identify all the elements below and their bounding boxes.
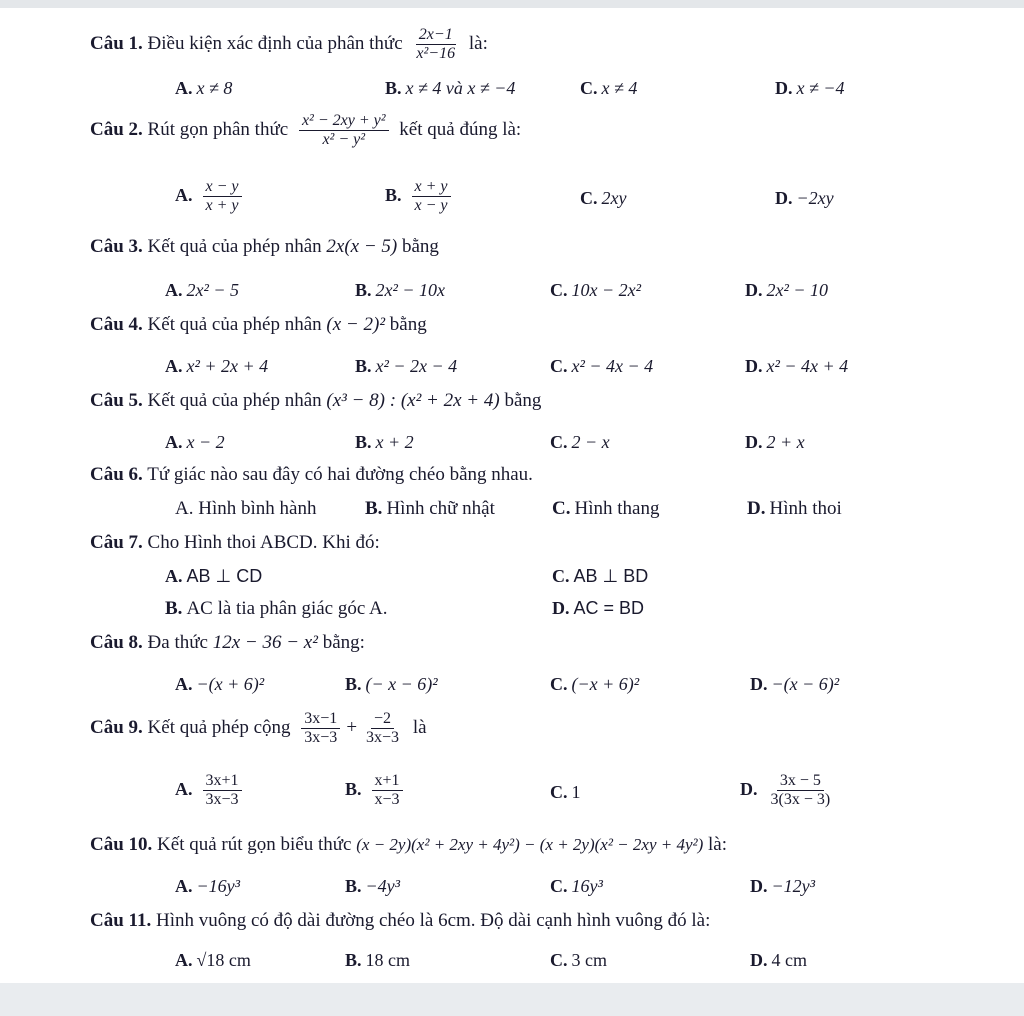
question-label: Câu 11. (90, 910, 152, 931)
question-text: Cho Hình thoi ABCD. Khi đó: (147, 532, 380, 553)
expression: 2x(x − 5) (326, 236, 398, 257)
option-label: A. (175, 778, 193, 799)
option-b[interactable] (365, 498, 495, 520)
option-text: (−x + 6)² (571, 674, 640, 694)
option-label: B. (365, 498, 383, 519)
option-text: √18 cm (196, 950, 251, 970)
option-label: D. (750, 876, 768, 896)
option-text: −(x + 6)² (196, 674, 265, 694)
fraction (413, 26, 458, 63)
question-label: Câu 1. (90, 32, 143, 54)
option-b[interactable] (385, 178, 457, 215)
question-3 (90, 236, 439, 258)
option-label: D. (775, 78, 793, 98)
question-text: Đa thức (147, 632, 208, 653)
option-text: x + 2 (375, 432, 414, 452)
option-text: −(x − 6)² (771, 674, 840, 694)
option-b[interactable] (165, 598, 387, 620)
option-d[interactable] (740, 772, 839, 809)
option-text: x ≠ 8 (196, 78, 233, 98)
option-d[interactable] (747, 498, 842, 520)
option-d[interactable] (750, 950, 807, 971)
option-text: x ≠ −4 (796, 78, 845, 98)
option-text: x ≠ 4 (601, 78, 638, 98)
option-label: C. (550, 432, 568, 452)
numerator: x − y (203, 178, 242, 197)
option-label: C. (550, 950, 568, 970)
option-a[interactable] (175, 876, 240, 897)
option-b[interactable] (345, 876, 400, 897)
option-text: Hình bình hành (198, 498, 317, 519)
option-text: 2x² − 10 (766, 280, 829, 300)
option-label: D. (750, 674, 768, 694)
question-text: Kết quả rút gọn biểu thức (157, 834, 352, 855)
option-b[interactable] (345, 772, 409, 809)
option-label: A. (165, 280, 183, 300)
option-a[interactable] (175, 78, 232, 99)
option-label: D. (740, 778, 758, 799)
question-11 (90, 910, 710, 932)
option-d[interactable] (552, 598, 644, 619)
numerator: −2 (371, 710, 394, 729)
option-text: x² − 4x − 4 (571, 356, 654, 376)
option-text: −4y³ (365, 876, 401, 896)
option-label: C. (580, 78, 598, 98)
question-9 (90, 710, 427, 747)
question-1 (90, 26, 488, 63)
question-label: Câu 3. (90, 236, 143, 257)
option-a[interactable] (165, 566, 262, 587)
question-text: Kết quả của phép nhân (147, 390, 322, 411)
question-7 (90, 532, 380, 554)
option-label: A. (165, 566, 183, 586)
question-text: Rút gọn phân thức (147, 118, 289, 140)
numerator: 3x+1 (203, 772, 242, 791)
question-tail: bằng (504, 390, 542, 411)
option-text: AC = BD (573, 598, 645, 618)
question-4 (90, 314, 427, 336)
question-2 (90, 112, 521, 149)
option-label: C. (550, 876, 568, 896)
expression: (x³ − 8) : (x² + 2x + 4) (326, 390, 500, 411)
option-a[interactable] (165, 280, 239, 301)
option-text: x² − 2x − 4 (375, 356, 458, 376)
fraction (299, 112, 389, 149)
option-text: x² − 4x + 4 (766, 356, 849, 376)
question-text: Kết quả của phép nhân (147, 236, 322, 257)
question-label: Câu 9. (90, 716, 143, 738)
option-label: D. (745, 280, 763, 300)
numerator: 3x − 5 (777, 772, 824, 791)
numerator: x + y (412, 178, 451, 197)
option-text: x ≠ 4 và x ≠ −4 (405, 78, 516, 98)
question-text: Điều kiện xác định của phân thức (147, 32, 403, 54)
fraction (372, 772, 403, 809)
option-c[interactable] (550, 782, 581, 803)
option-text: 2 + x (766, 432, 805, 452)
option-text: 16y³ (571, 876, 603, 896)
option-text: Hình thang (574, 498, 660, 519)
option-b[interactable] (345, 674, 438, 695)
option-b[interactable] (355, 280, 445, 301)
option-b[interactable] (355, 356, 457, 377)
option-a[interactable] (175, 772, 248, 809)
option-label: A. (175, 498, 194, 519)
question-label: Câu 5. (90, 390, 143, 411)
option-label: B. (385, 184, 402, 205)
fraction (203, 178, 242, 215)
option-b[interactable] (385, 78, 515, 99)
fraction (301, 710, 340, 747)
option-text: 3 cm (571, 950, 607, 970)
option-label: B. (165, 598, 183, 619)
option-a[interactable] (165, 432, 225, 453)
option-c[interactable] (550, 674, 639, 695)
option-label: A. (165, 432, 183, 452)
top-bar (0, 0, 1024, 8)
expression: (x − 2)² (326, 314, 386, 335)
option-label: B. (345, 950, 362, 970)
option-c[interactable] (550, 280, 641, 301)
option-c[interactable] (580, 78, 637, 99)
option-label: C. (550, 356, 568, 376)
option-text: Hình thoi (769, 498, 842, 519)
denominator: x² − y² (322, 131, 366, 148)
option-text: Hình chữ nhật (386, 498, 495, 519)
option-label: D. (750, 950, 768, 970)
option-text: 2xy (601, 188, 627, 208)
option-label: D. (745, 356, 763, 376)
option-label: A. (165, 356, 183, 376)
option-label: A. (175, 876, 193, 896)
option-label: B. (345, 674, 362, 694)
option-d[interactable] (750, 674, 839, 695)
option-text: x² + 2x + 4 (186, 356, 269, 376)
option-c[interactable] (550, 356, 653, 377)
question-label: Câu 10. (90, 834, 153, 855)
denominator: x²−16 (416, 45, 456, 62)
option-label: A. (175, 674, 193, 694)
option-label: C. (580, 188, 598, 208)
expression: 12x − 36 − x² (212, 632, 318, 653)
option-label: C. (550, 782, 568, 802)
numerator: x² − 2xy + y² (299, 112, 389, 131)
question-text: Tứ giác nào sau đây có hai đường chéo bằng nhau. (147, 464, 533, 485)
option-label: D. (745, 432, 763, 452)
option-text: (− x − 6)² (365, 674, 438, 694)
question-8 (90, 632, 365, 654)
option-label: A. (175, 78, 193, 98)
option-label: C. (552, 498, 571, 519)
question-5 (90, 390, 541, 412)
option-d[interactable] (775, 188, 834, 209)
question-tail: là: (708, 834, 728, 855)
option-d[interactable] (775, 78, 845, 99)
option-c[interactable] (550, 432, 610, 453)
option-text: −12y³ (771, 876, 816, 896)
question-text: Kết quả phép cộng (147, 716, 291, 738)
option-d[interactable] (750, 876, 815, 897)
question-tail: bằng (389, 314, 427, 335)
question-10 (90, 834, 727, 856)
expression: (x − 2y)(x² + 2xy + 4y²) − (x + 2y)(x² − 2xy + 4y²) (356, 835, 704, 854)
option-a[interactable] (165, 356, 268, 377)
denominator: x + y (205, 197, 239, 214)
option-text: 2x² − 10x (375, 280, 446, 300)
question-label: Câu 7. (90, 532, 143, 553)
option-label: D. (552, 598, 570, 618)
question-text: Hình vuông có độ dài đường chéo là 6cm. Độ dài cạnh hình vuông đó là: (156, 910, 711, 931)
option-text: 4 cm (771, 950, 807, 970)
option-d[interactable] (745, 432, 805, 453)
fraction (412, 178, 451, 215)
option-label: B. (355, 280, 372, 300)
option-label: B. (355, 432, 372, 452)
option-c[interactable] (550, 876, 603, 897)
option-text: x − 2 (186, 432, 225, 452)
denominator: x−3 (374, 791, 400, 808)
option-d[interactable] (745, 356, 848, 377)
option-c[interactable] (552, 566, 648, 587)
denominator: x − y (414, 197, 448, 214)
question-label: Câu 2. (90, 118, 143, 140)
option-a[interactable] (175, 498, 316, 520)
option-label: C. (550, 280, 568, 300)
fraction (768, 772, 834, 809)
option-text: −16y³ (196, 876, 241, 896)
option-c[interactable] (552, 498, 659, 520)
numerator: 2x−1 (416, 26, 456, 45)
question-label: Câu 6. (90, 464, 143, 485)
option-text: AB ⊥ CD (186, 566, 263, 586)
question-6 (90, 464, 533, 486)
denominator: 3x−3 (205, 791, 239, 808)
option-b[interactable] (345, 950, 410, 971)
option-c[interactable] (550, 950, 607, 971)
option-text: 2 − x (571, 432, 610, 452)
option-text: 2x² − 5 (186, 280, 240, 300)
option-text: AB ⊥ BD (573, 566, 649, 586)
option-label: B. (355, 356, 372, 376)
numerator: 3x−1 (301, 710, 340, 729)
option-label: C. (550, 674, 568, 694)
option-a[interactable] (175, 674, 264, 695)
option-text: 10x − 2x² (571, 280, 642, 300)
question-text: Kết quả của phép nhân (147, 314, 322, 335)
fraction (203, 772, 242, 809)
question-label: Câu 8. (90, 632, 143, 653)
option-text: AC là tia phân giác góc A. (186, 598, 388, 619)
question-tail: bằng (402, 236, 439, 257)
plus-sign: + (346, 716, 358, 738)
question-tail: kết quả đúng là: (399, 118, 522, 140)
option-a[interactable] (175, 950, 251, 971)
option-label: B. (385, 78, 402, 98)
option-d[interactable] (745, 280, 828, 301)
option-text: 1 (571, 782, 581, 802)
option-label: D. (747, 498, 766, 519)
question-tail: bằng: (322, 632, 365, 653)
document-page (0, 8, 1024, 983)
option-text: −2xy (796, 188, 834, 208)
numerator: x+1 (372, 772, 403, 791)
option-label: D. (775, 188, 793, 208)
option-label: A. (175, 950, 193, 970)
option-label: C. (552, 566, 570, 586)
option-label: A. (175, 184, 193, 205)
option-label: B. (345, 876, 362, 896)
question-label: Câu 4. (90, 314, 143, 335)
question-tail: là (412, 716, 427, 738)
option-label: B. (345, 778, 362, 799)
option-text: 18 cm (365, 950, 411, 970)
option-b[interactable] (355, 432, 414, 453)
denominator: 3(3x − 3) (770, 791, 831, 808)
option-a[interactable] (175, 178, 248, 215)
bottom-strip (0, 983, 1024, 1016)
question-tail: là: (468, 32, 488, 54)
option-c[interactable] (580, 188, 626, 209)
fraction (363, 710, 402, 747)
denominator: 3x−3 (304, 729, 338, 746)
denominator: 3x−3 (366, 729, 400, 746)
